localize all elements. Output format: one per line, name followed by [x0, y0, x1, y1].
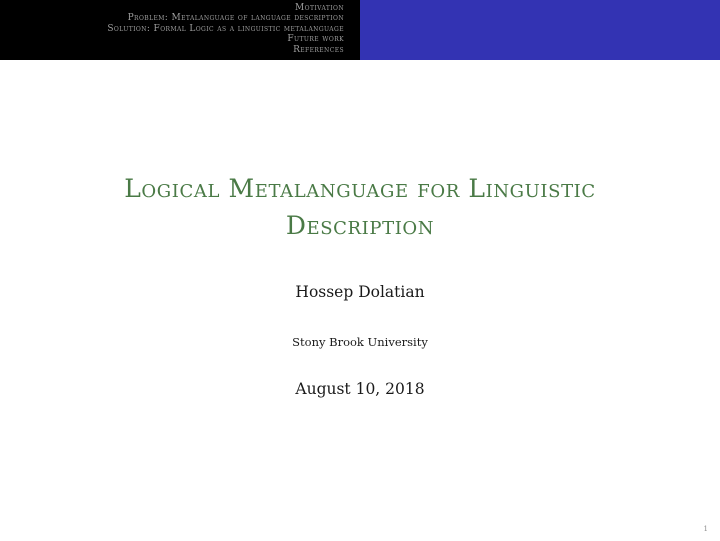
presentation-date: August 10, 2018 [295, 380, 425, 398]
author-name: Hossep Dolatian [295, 283, 425, 301]
nav-section-problem[interactable]: Problem: Metalanguage of language description [127, 13, 344, 24]
headline-bar [0, 0, 720, 60]
institute-name: Stony Brook University [292, 335, 428, 349]
title-line-1: Logical Metalanguage for Linguistic [124, 174, 596, 203]
nav-section-future-work[interactable]: Future work [287, 34, 344, 45]
nav-section-references[interactable]: References [293, 44, 344, 55]
page-number: 1 [703, 525, 708, 533]
headline-accent-panel [360, 0, 720, 60]
section-navigation [0, 0, 360, 60]
nav-section-motivation[interactable]: Motivation [295, 3, 344, 13]
nav-section-solution[interactable]: Solution: Formal Logic as a linguistic metalanguage [107, 23, 344, 34]
presentation-title [0, 170, 720, 244]
title-line-2: Description [285, 211, 435, 240]
